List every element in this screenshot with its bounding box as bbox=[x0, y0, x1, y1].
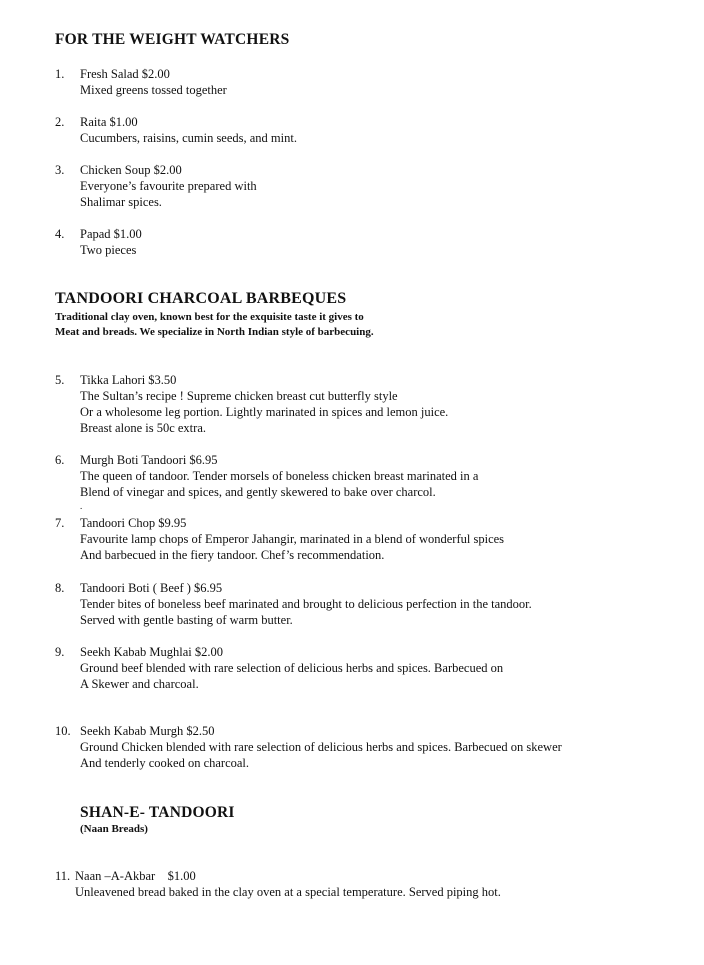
item-description: Two pieces bbox=[80, 243, 137, 257]
item-description: Blend of vinegar and spices, and gently skewered to bake over charcol. bbox=[80, 485, 436, 499]
item-description: Or a wholesome leg portion. Lightly marinated in spices and lemon juice. bbox=[80, 405, 449, 419]
menu-item bbox=[55, 452, 478, 513]
item-name-price: Seekh Kabab Mughlai $2.00 bbox=[80, 645, 224, 659]
menu-item bbox=[55, 723, 562, 771]
item-description: The queen of tandoor. Tender morsels of boneless chicken breast marinated in a bbox=[80, 469, 479, 483]
menu-item bbox=[55, 162, 257, 210]
section-subtitle bbox=[55, 310, 374, 340]
menu-item bbox=[55, 66, 227, 98]
menu-item bbox=[55, 372, 448, 436]
menu-item bbox=[55, 114, 297, 146]
item-name-price: Tikka Lahori $3.50 bbox=[80, 373, 177, 387]
item-number: 11. bbox=[55, 869, 71, 883]
item-description: Ground beef blended with rare selection of delicious herbs and spices. Barbecued on bbox=[80, 661, 504, 675]
item-description: Favourite lamp chops of Emperor Jahangir, marinated in a blend of wonderful spices bbox=[80, 532, 505, 546]
item-number: 5. bbox=[55, 373, 65, 387]
section-title-weight-watchers: FOR THE WEIGHT WATCHERS bbox=[55, 31, 290, 48]
item-description: The Sultan’s recipe ! Supreme chicken breast cut butterfly style bbox=[80, 389, 398, 403]
item-name-price: Tandoori Chop $9.95 bbox=[80, 516, 187, 530]
item-name-price: Papad $1.00 bbox=[80, 227, 142, 241]
item-number: 2. bbox=[55, 115, 65, 129]
menu-item bbox=[55, 644, 503, 692]
item-name-price: Chicken Soup $2.00 bbox=[80, 163, 182, 177]
item-number: 3. bbox=[55, 163, 65, 177]
stray-dot: . bbox=[80, 501, 83, 511]
menu-item bbox=[55, 515, 504, 563]
item-name-price: Tandoori Boti ( Beef ) $6.95 bbox=[80, 581, 223, 595]
section-title-tandoori: TANDOORI CHARCOAL BARBEQUES bbox=[55, 290, 347, 307]
item-number: 10. bbox=[55, 724, 71, 738]
menu-item bbox=[55, 580, 532, 628]
item-description: Everyone’s favourite prepared with bbox=[80, 179, 257, 193]
section-subtitle: (Naan Breads) bbox=[80, 823, 148, 835]
item-description: Shalimar spices. bbox=[80, 195, 162, 209]
item-number: 8. bbox=[55, 581, 65, 595]
item-description: Tender bites of boneless beef marinated and brought to delicious perfection in the tandoor. bbox=[80, 597, 532, 611]
item-name-price: Murgh Boti Tandoori $6.95 bbox=[80, 453, 218, 467]
item-description: Breast alone is 50c extra. bbox=[80, 421, 206, 435]
item-number: 7. bbox=[55, 516, 65, 530]
item-description: And barbecued in the fiery tandoor. Chef’s recommendation. bbox=[80, 548, 385, 562]
section-title-shan-e-tandoori: SHAN-E- TANDOORI bbox=[80, 804, 235, 821]
item-name-price: Fresh Salad $2.00 bbox=[80, 67, 170, 81]
item-number: 9. bbox=[55, 645, 65, 659]
item-description: A Skewer and charcoal. bbox=[80, 677, 199, 691]
item-description: And tenderly cooked on charcoal. bbox=[80, 756, 250, 770]
item-number: 1. bbox=[55, 67, 65, 81]
item-description: Ground Chicken blended with rare selection of delicious herbs and spices. Barbecued on skewer bbox=[80, 740, 562, 754]
subtitle-line: Traditional clay oven, known best for the exquisite taste it gives to bbox=[55, 311, 364, 323]
subtitle-line: Meat and breads. We specialize in North Indian style of barbecuing. bbox=[55, 326, 374, 338]
item-description: Unleavened bread baked in the clay oven at a special temperature. Served piping hot. bbox=[75, 885, 501, 899]
item-name-price: Naan –A-Akbar $1.00 bbox=[75, 869, 196, 883]
menu-item bbox=[55, 868, 501, 900]
item-name-price: Raita $1.00 bbox=[80, 115, 138, 129]
item-name-price: Seekh Kabab Murgh $2.50 bbox=[80, 724, 215, 738]
menu-item bbox=[55, 226, 142, 258]
item-description: Mixed greens tossed together bbox=[80, 83, 227, 97]
item-number: 6. bbox=[55, 453, 65, 467]
item-description: Cucumbers, raisins, cumin seeds, and mint. bbox=[80, 131, 297, 145]
item-description: Served with gentle basting of warm butter. bbox=[80, 613, 293, 627]
item-number: 4. bbox=[55, 227, 65, 241]
